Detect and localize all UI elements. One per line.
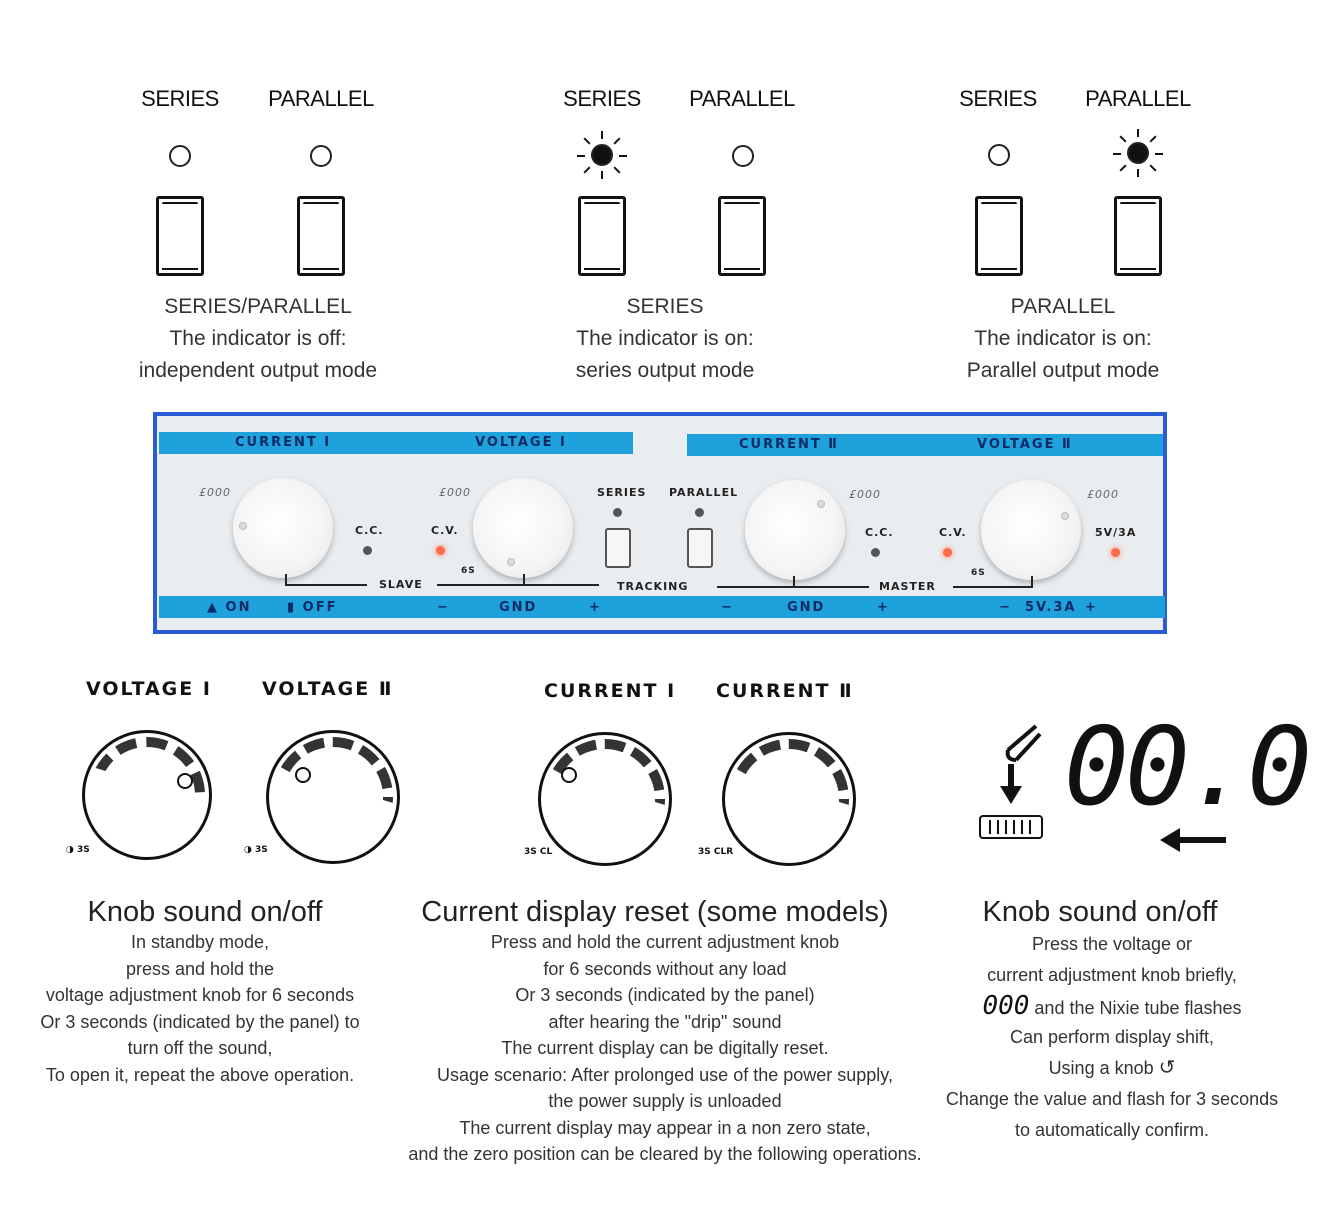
mode-title: PARALLEL [1010,295,1116,318]
five-volt-output-label: 5V.3A [1025,600,1077,615]
series-switch[interactable] [156,196,204,276]
parallel-switch[interactable] [297,196,345,276]
five-volt-label: 5V/3A [1095,526,1137,539]
voltage2-tag: 3S [255,845,268,855]
terminal-minus: − [437,600,450,615]
body-line: Or 3 seconds (indicated by the panel) [515,985,815,1005]
series-indicator [591,144,613,166]
five-volt-led [1111,548,1120,557]
current1-header: CURRENT Ⅰ [544,680,677,702]
terminal-plus: + [589,600,602,615]
body-line: for 6 seconds without any load [543,958,787,979]
body-line-with-icon [924,1053,1300,1084]
body-line: Change the value and flash for 3 seconds [945,1089,1279,1109]
cc-led [363,546,372,555]
body-line-with-digits [924,991,1300,1022]
body-line: and the Nixie tube flashes [1034,998,1242,1018]
mode-line2: series output mode [575,359,755,382]
mode-caption [883,291,1243,387]
current1-knob[interactable] [233,478,333,578]
parallel-indicator [310,145,332,167]
series-label: SERIES [959,86,1037,111]
series-switch[interactable] [578,196,626,276]
front-panel [153,412,1167,634]
mode-line1: The indicator is off: [169,327,347,350]
cc-label: C.C. [865,526,894,539]
parallel-indicator [1127,142,1149,164]
series-button[interactable] [605,528,631,568]
series-indicator [169,145,191,167]
voltage2-knob[interactable] [981,480,1081,580]
knob-turn-icon: ↺ [1158,1057,1176,1079]
voltage1-label: VOLTAGE Ⅰ [475,435,567,450]
master-label: MASTER [879,580,936,593]
series-switch[interactable] [975,196,1023,276]
power-off-label: ▮ OFF [287,600,338,615]
press-hand-icon [976,720,1046,844]
body-line: In standby mode, [130,932,270,952]
mode-line2: independent output mode [138,359,378,382]
current1-knob-drawing [538,732,672,866]
current1-label: CURRENT Ⅰ [235,435,332,450]
section-body [380,929,950,1168]
body-line: the power supply is unloaded [548,1091,782,1111]
body-line: The current display can be digitally reset. [501,1038,829,1058]
voltage2-knob-drawing [266,730,400,864]
top-band-right [687,434,1163,456]
terminal-minus: − [721,600,734,615]
body-line: after hearing the "drip" sound [548,1011,782,1032]
section-title: Current display reset (some models) [421,896,889,928]
mode-caption [78,291,438,387]
gnd-label: GND [787,600,826,615]
mode-line2: Parallel output mode [966,359,1160,382]
body-line: Can perform display shift, [1009,1027,1215,1047]
power-on-label: ▲ ON [207,600,252,615]
current2-header: CURRENT Ⅱ [716,680,854,702]
current2-tag: 3S CLR [698,847,734,857]
mode-title: SERIES [626,295,704,318]
cc-led [871,548,880,557]
series-label: SERIES [563,86,641,111]
shift-left-arrow-icon [1158,826,1228,854]
parallel-label: PARALLEL [669,486,739,499]
parallel-switch[interactable] [718,196,766,276]
body-line: Using a knob [1048,1058,1154,1078]
body-line: The current display may appear in a non zero state, [459,1117,871,1138]
voltage1-header: VOLTAGE Ⅰ [86,678,212,700]
mode-caption [485,291,845,387]
mode-title: SERIES/PARALLEL [164,295,352,318]
knob-mark: £000 [1087,488,1119,501]
body-line: voltage adjustment knob for 6 seconds [45,985,355,1005]
voltage2-header: VOLTAGE Ⅱ [262,678,394,700]
bottom-band [159,596,1165,618]
section-body [10,929,390,1088]
series-led [613,508,622,517]
voltage1-knob[interactable] [473,478,573,578]
series-label: SERIES [141,86,219,111]
body-line: Press the voltage or [1031,934,1193,954]
body-line: Press and hold the current adjustment knob [490,932,840,952]
top-band-left [159,432,633,454]
body-line: current adjustment knob briefly, [987,965,1237,985]
parallel-button[interactable] [687,528,713,568]
gnd-label: GND [499,600,538,615]
body-line: and the zero position can be cleared by the following operations. [408,1144,922,1164]
body-line: Usage scenario: After prolonged use of the power supply, [437,1064,893,1085]
series-indicator [988,144,1010,166]
parallel-label: PARALLEL [1085,86,1191,111]
parallel-label: PARALLEL [268,86,374,111]
cv-label: C.V. [939,526,967,539]
parallel-switch[interactable] [1114,196,1162,276]
sound-icon: ◑ 3S [66,845,90,855]
section-body [924,929,1300,1146]
inline-digits: 000 [982,991,1030,1021]
parallel-indicator [732,145,754,167]
voltage1-knob-drawing [82,730,212,860]
mode-line1: The indicator is on: [974,327,1152,350]
current1-tag: 3S CL [524,847,553,857]
mode-line1: The indicator is on: [576,327,754,350]
sound-icon: ◑ 3S [244,845,268,855]
parallel-label: PARALLEL [689,86,795,111]
body-line: To open it, repeat the above operation. [45,1064,355,1085]
current2-knob-drawing [722,732,856,866]
knob-mark: £000 [849,488,881,501]
knob-mark: £000 [199,486,231,499]
voltage1-tag: 3S [77,845,90,855]
tracking-label: TRACKING [617,580,689,593]
voltage2-label: VOLTAGE Ⅱ [977,437,1073,452]
current2-knob[interactable] [745,480,845,580]
knob-mark: £000 [439,486,471,499]
six-seconds-tag: 6S [461,566,476,576]
cv-led [436,546,445,555]
series-label: SERIES [597,486,647,499]
slave-label: SLAVE [379,578,423,591]
body-line: press and hold the [125,958,275,979]
cc-label: C.C. [355,524,384,537]
parallel-led [695,508,704,517]
body-line: to automatically confirm. [1014,1120,1210,1140]
six-seconds-tag: 6S [971,568,986,578]
body-line: Or 3 seconds (indicated by the panel) to [40,1011,360,1032]
cv-label: C.V. [431,524,459,537]
body-line: turn off the sound, [127,1038,273,1058]
seven-segment-display: 00.0 [1064,705,1309,830]
section-title: Knob sound on/off [87,896,323,928]
cv-led [943,548,952,557]
terminal-minus: − [999,600,1012,615]
terminal-plus: + [877,600,890,615]
section-title: Knob sound on/off [982,896,1218,928]
current2-label: CURRENT Ⅱ [739,437,839,452]
terminal-plus: + [1085,600,1098,615]
